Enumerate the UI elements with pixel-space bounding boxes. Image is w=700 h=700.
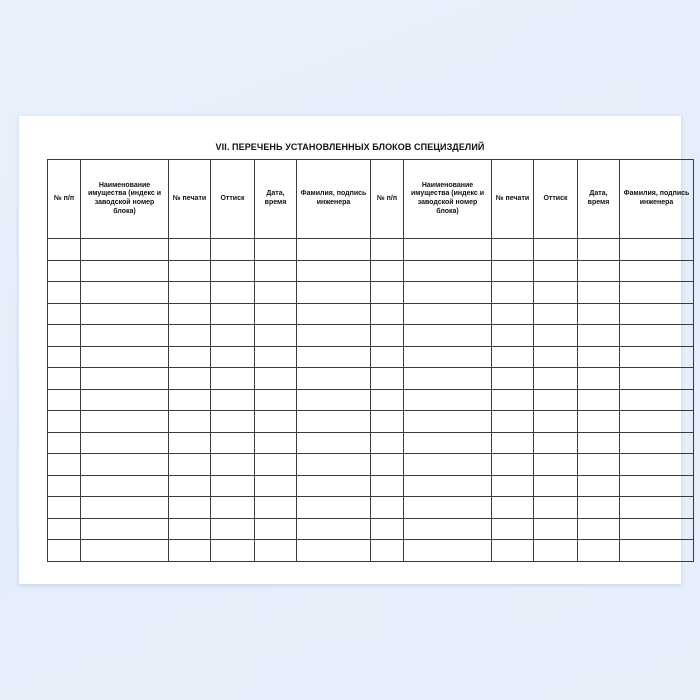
table-cell[interactable]: [404, 389, 492, 411]
table-cell[interactable]: [492, 518, 534, 540]
column-header-signature-left: Фамилия, подпись инженера: [297, 160, 371, 239]
table-row[interactable]: [48, 454, 694, 476]
table-cell[interactable]: [404, 303, 492, 325]
table-cell[interactable]: [371, 540, 404, 562]
page-title: VII. ПЕРЕЧЕНЬ УСТАНОВЛЕННЫХ БЛОКОВ СПЕЦИЗДЕЛИЙ: [215, 142, 485, 152]
table-cell[interactable]: [578, 475, 620, 497]
column-header-name-left: Наименование имущества (индекс и заводской номер блока): [81, 160, 169, 239]
table-cell[interactable]: [211, 454, 255, 476]
table-cell[interactable]: [492, 368, 534, 390]
table-cell[interactable]: [620, 239, 694, 261]
table-cell[interactable]: [255, 389, 297, 411]
table-cell[interactable]: [297, 497, 371, 519]
table-cell[interactable]: [211, 260, 255, 282]
table-cell[interactable]: [371, 346, 404, 368]
table-cell[interactable]: [211, 411, 255, 433]
table-cell[interactable]: [211, 518, 255, 540]
column-header-name-right: Наименование имущества (индекс и заводской номер блока): [404, 160, 492, 239]
column-header-seal-left: № печати: [169, 160, 211, 239]
table-cell[interactable]: [48, 260, 81, 282]
table-cell[interactable]: [371, 303, 404, 325]
table-cell[interactable]: [578, 540, 620, 562]
table-cell[interactable]: [620, 454, 694, 476]
table-row[interactable]: [48, 303, 694, 325]
table-cell[interactable]: [297, 325, 371, 347]
table-cell[interactable]: [255, 346, 297, 368]
table-cell[interactable]: [492, 346, 534, 368]
table-cell[interactable]: [255, 518, 297, 540]
table-cell[interactable]: [534, 325, 578, 347]
table-cell[interactable]: [48, 411, 81, 433]
table-cell[interactable]: [534, 239, 578, 261]
column-header-datetime-left: Дата, время: [255, 160, 297, 239]
table-cell[interactable]: [48, 282, 81, 304]
table-row[interactable]: [48, 518, 694, 540]
column-header-number-right: № п/п: [371, 160, 404, 239]
table-cell[interactable]: [81, 540, 169, 562]
table-cell[interactable]: [534, 346, 578, 368]
table-cell[interactable]: [297, 518, 371, 540]
table-cell[interactable]: [492, 325, 534, 347]
table-cell[interactable]: [578, 282, 620, 304]
table-cell[interactable]: [404, 239, 492, 261]
table-cell[interactable]: [297, 368, 371, 390]
table-cell[interactable]: [169, 325, 211, 347]
table-cell[interactable]: [534, 260, 578, 282]
table-header: [48, 160, 694, 239]
table-cell[interactable]: [48, 432, 81, 454]
table-cell[interactable]: [534, 411, 578, 433]
table-cell[interactable]: [371, 325, 404, 347]
table-cell[interactable]: [492, 389, 534, 411]
table-cell[interactable]: [169, 368, 211, 390]
table-cell[interactable]: [48, 346, 81, 368]
table-row[interactable]: [48, 475, 694, 497]
table-cell[interactable]: [297, 540, 371, 562]
table-cell[interactable]: [578, 346, 620, 368]
table-cell[interactable]: [169, 411, 211, 433]
table-cell[interactable]: [211, 368, 255, 390]
table-cell[interactable]: [404, 454, 492, 476]
table-cell[interactable]: [169, 346, 211, 368]
table-cell[interactable]: [492, 411, 534, 433]
table-cell[interactable]: [211, 497, 255, 519]
table-cell[interactable]: [81, 282, 169, 304]
table-cell[interactable]: [578, 260, 620, 282]
table-cell[interactable]: [211, 239, 255, 261]
table-cell[interactable]: [211, 389, 255, 411]
table-cell[interactable]: [211, 325, 255, 347]
table-cell[interactable]: [48, 540, 81, 562]
table-cell[interactable]: [534, 518, 578, 540]
table-cell[interactable]: [255, 282, 297, 304]
table-cell[interactable]: [578, 389, 620, 411]
table-cell[interactable]: [492, 454, 534, 476]
table-cell[interactable]: [255, 540, 297, 562]
table-cell[interactable]: [534, 454, 578, 476]
table-cell[interactable]: [255, 411, 297, 433]
table-cell[interactable]: [371, 475, 404, 497]
table-cell[interactable]: [255, 432, 297, 454]
table-cell[interactable]: [492, 282, 534, 304]
table-cell[interactable]: [48, 518, 81, 540]
table-cell[interactable]: [404, 282, 492, 304]
table-cell[interactable]: [620, 411, 694, 433]
table-cell[interactable]: [81, 454, 169, 476]
table-body: [48, 239, 694, 562]
table-cell[interactable]: [534, 303, 578, 325]
table-row[interactable]: [48, 389, 694, 411]
table-cell[interactable]: [371, 282, 404, 304]
table-cell[interactable]: [404, 432, 492, 454]
table-cell[interactable]: [48, 454, 81, 476]
table-cell[interactable]: [404, 260, 492, 282]
table-cell[interactable]: [404, 497, 492, 519]
table-cell[interactable]: [81, 389, 169, 411]
table-cell[interactable]: [404, 518, 492, 540]
table-cell[interactable]: [578, 303, 620, 325]
table-cell[interactable]: [578, 325, 620, 347]
table-cell[interactable]: [81, 497, 169, 519]
table-cell[interactable]: [404, 411, 492, 433]
table-cell[interactable]: [620, 282, 694, 304]
table-cell[interactable]: [48, 389, 81, 411]
table-cell[interactable]: [169, 282, 211, 304]
table-cell[interactable]: [211, 540, 255, 562]
table-cell[interactable]: [255, 475, 297, 497]
column-header-datetime-right: Дата, время: [578, 160, 620, 239]
table-cell[interactable]: [81, 475, 169, 497]
table-cell[interactable]: [169, 475, 211, 497]
table-cell[interactable]: [169, 239, 211, 261]
column-header-imprint-left: Оттиск: [211, 160, 255, 239]
table-cell[interactable]: [534, 540, 578, 562]
table-cell[interactable]: [620, 389, 694, 411]
table-cell[interactable]: [371, 368, 404, 390]
table-row[interactable]: [48, 239, 694, 261]
table-cell[interactable]: [404, 475, 492, 497]
table-cell[interactable]: [620, 432, 694, 454]
table-cell[interactable]: [211, 346, 255, 368]
table-cell[interactable]: [371, 497, 404, 519]
column-header-signature-right: Фамилия, подпись инженера: [620, 160, 694, 239]
table-cell[interactable]: [169, 497, 211, 519]
table-cell[interactable]: [371, 432, 404, 454]
table-cell[interactable]: [297, 411, 371, 433]
table-cell[interactable]: [492, 303, 534, 325]
table-cell[interactable]: [404, 368, 492, 390]
table-cell[interactable]: [492, 497, 534, 519]
table-cell[interactable]: [492, 432, 534, 454]
table-cell[interactable]: [404, 346, 492, 368]
table-cell[interactable]: [534, 432, 578, 454]
table-row[interactable]: [48, 432, 694, 454]
table-cell[interactable]: [620, 325, 694, 347]
table-cell[interactable]: [620, 346, 694, 368]
table-cell[interactable]: [578, 518, 620, 540]
table-cell[interactable]: [297, 303, 371, 325]
table-cell[interactable]: [297, 432, 371, 454]
table-cell[interactable]: [578, 497, 620, 519]
table-cell[interactable]: [48, 475, 81, 497]
table-cell[interactable]: [534, 475, 578, 497]
table-row[interactable]: [48, 497, 694, 519]
column-header-imprint-right: Оттиск: [534, 160, 578, 239]
table-cell[interactable]: [81, 239, 169, 261]
table-cell[interactable]: [297, 389, 371, 411]
table-cell[interactable]: [620, 303, 694, 325]
table-cell[interactable]: [620, 540, 694, 562]
table-cell[interactable]: [620, 475, 694, 497]
table-cell[interactable]: [169, 454, 211, 476]
table-cell[interactable]: [534, 368, 578, 390]
table-cell[interactable]: [534, 282, 578, 304]
table-cell[interactable]: [169, 432, 211, 454]
table-cell[interactable]: [81, 346, 169, 368]
table-cell[interactable]: [297, 282, 371, 304]
column-header-seal-right: № печати: [492, 160, 534, 239]
table-cell[interactable]: [404, 325, 492, 347]
table-row[interactable]: [48, 368, 694, 390]
table-container: [47, 159, 690, 562]
table-cell[interactable]: [578, 368, 620, 390]
table-cell[interactable]: [620, 497, 694, 519]
table-cell[interactable]: [81, 411, 169, 433]
table-cell[interactable]: [169, 260, 211, 282]
table-cell[interactable]: [255, 303, 297, 325]
table-cell[interactable]: [81, 432, 169, 454]
table-cell[interactable]: [169, 303, 211, 325]
table-row[interactable]: [48, 282, 694, 304]
table-cell[interactable]: [255, 497, 297, 519]
registry-table: [47, 159, 694, 562]
table-cell[interactable]: [48, 303, 81, 325]
table-header-row: [48, 160, 694, 239]
table-cell[interactable]: [255, 239, 297, 261]
table-row[interactable]: [48, 260, 694, 282]
table-row[interactable]: [48, 325, 694, 347]
table-cell[interactable]: [620, 260, 694, 282]
table-cell[interactable]: [81, 518, 169, 540]
table-cell[interactable]: [81, 303, 169, 325]
table-cell[interactable]: [81, 325, 169, 347]
table-cell[interactable]: [371, 518, 404, 540]
table-row[interactable]: [48, 540, 694, 562]
table-cell[interactable]: [211, 475, 255, 497]
table-cell[interactable]: [578, 411, 620, 433]
table-cell[interactable]: [297, 454, 371, 476]
table-cell[interactable]: [48, 368, 81, 390]
table-cell[interactable]: [81, 368, 169, 390]
table-cell[interactable]: [404, 540, 492, 562]
table-cell[interactable]: [534, 497, 578, 519]
table-cell[interactable]: [297, 260, 371, 282]
table-cell[interactable]: [255, 325, 297, 347]
table-cell[interactable]: [48, 239, 81, 261]
table-cell[interactable]: [255, 454, 297, 476]
table-cell[interactable]: [211, 282, 255, 304]
document-sheet: [19, 116, 690, 584]
table-cell[interactable]: [371, 260, 404, 282]
table-cell[interactable]: [81, 260, 169, 282]
table-cell[interactable]: [371, 239, 404, 261]
table-cell[interactable]: [371, 454, 404, 476]
table-cell[interactable]: [48, 497, 81, 519]
table-cell[interactable]: [620, 368, 694, 390]
table-cell[interactable]: [255, 368, 297, 390]
table-cell[interactable]: [492, 260, 534, 282]
table-cell[interactable]: [48, 325, 81, 347]
table-row[interactable]: [48, 411, 694, 433]
table-cell[interactable]: [534, 389, 578, 411]
column-header-number-left: № п/п: [48, 160, 81, 239]
table-cell[interactable]: [169, 518, 211, 540]
table-cell[interactable]: [492, 475, 534, 497]
table-cell[interactable]: [297, 239, 371, 261]
table-cell[interactable]: [297, 346, 371, 368]
table-cell[interactable]: [492, 540, 534, 562]
table-cell[interactable]: [169, 540, 211, 562]
table-cell[interactable]: [211, 432, 255, 454]
table-cell[interactable]: [578, 454, 620, 476]
table-cell[interactable]: [492, 239, 534, 261]
table-cell[interactable]: [620, 518, 694, 540]
table-cell[interactable]: [169, 389, 211, 411]
table-cell[interactable]: [255, 260, 297, 282]
table-row[interactable]: [48, 346, 694, 368]
table-cell[interactable]: [371, 411, 404, 433]
table-cell[interactable]: [578, 239, 620, 261]
table-cell[interactable]: [211, 303, 255, 325]
table-cell[interactable]: [578, 432, 620, 454]
table-cell[interactable]: [371, 389, 404, 411]
table-cell[interactable]: [297, 475, 371, 497]
